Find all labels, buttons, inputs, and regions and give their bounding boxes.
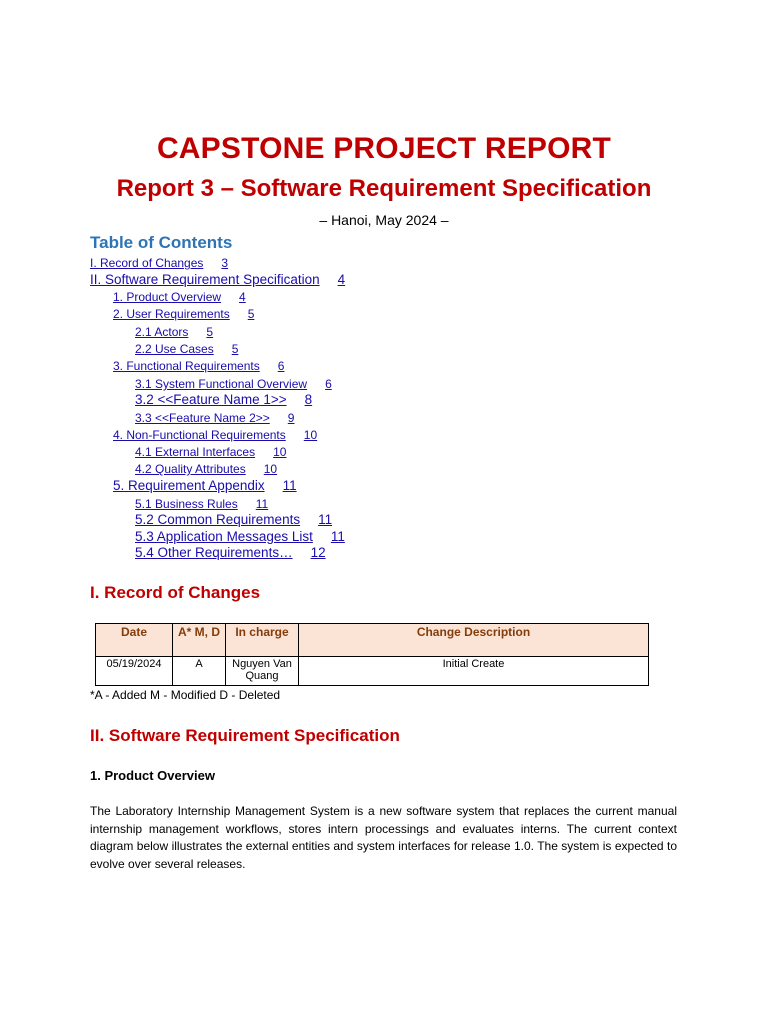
toc-title: Table of Contents [90,233,233,252]
report-date: – Hanoi, May 2024 – [319,212,449,228]
toc-link-feature-name-1[interactable]: 3.2 <<Feature Name 1>> 8 [135,392,313,407]
toc-link-functional-requirements[interactable]: 3. Functional Requirements 6 [113,359,285,373]
toc-link-common-requirements[interactable]: 5.2 Common Requirements 11 [135,512,333,527]
record-of-changes-heading: I. Record of Changes [90,583,261,602]
column-header-date: Date [96,624,173,657]
column-header-change-description: Change Description [299,624,649,657]
cell-change-description: Initial Create [299,657,649,686]
toc-link-srs[interactable]: II. Software Requirement Specification 4 [90,272,346,287]
toc-link-product-overview[interactable]: 1. Product Overview 4 [113,290,246,304]
report-title: CAPSTONE PROJECT REPORT [156,132,612,165]
cell-amd: A [173,657,226,686]
cell-in-charge: Nguyen Van Quang [226,657,299,686]
product-overview-paragraph: The Laboratory Internship Management System is a new software system that replaces the current manual internship management workflows, stores intern processings and evaluates interns. The current context diagram below illustrates the external entities and system interfaces for release 1.0. The system is expected to evolve over several releases. [90,804,677,871]
toc-link-use-cases[interactable]: 2.2 Use Cases 5 [135,342,239,356]
toc-link-requirement-appendix[interactable]: 5. Requirement Appendix 11 [113,478,297,493]
cell-date: 05/19/2024 [96,657,173,686]
toc-link-quality-attributes[interactable]: 4.2 Quality Attributes 10 [135,462,278,476]
toc-link-feature-name-2[interactable]: 3.3 <<Feature Name 2>> 9 [135,411,295,425]
record-of-changes-table [95,623,649,686]
product-overview-heading: 1. Product Overview [90,768,215,783]
toc-link-other-requirements[interactable]: 5.4 Other Requirements… 12 [135,545,326,560]
toc-link-external-interfaces[interactable]: 4.1 External Interfaces 10 [135,445,287,459]
toc-link-application-messages-list[interactable]: 5.3 Application Messages List 11 [135,529,345,544]
column-header-in-charge: In charge [226,624,299,657]
toc-link-non-functional-requirements[interactable]: 4. Non-Functional Requirements 10 [113,428,318,442]
toc-link-business-rules[interactable]: 5.1 Business Rules 11 [135,497,269,511]
column-header-amd: A* M, D [173,624,226,657]
toc-link-system-functional-overview[interactable]: 3.1 System Functional Overview 6 [135,377,332,391]
toc-link-user-requirements[interactable]: 2. User Requirements 5 [113,307,255,321]
report-subtitle: Report 3 – Software Requirement Specification [116,175,652,202]
srs-heading: II. Software Requirement Specification [90,726,400,745]
toc-link-actors[interactable]: 2.1 Actors 5 [135,325,214,339]
change-legend: *A - Added M - Modified D - Deleted [90,688,281,702]
toc-link-record-of-changes[interactable]: I. Record of Changes 3 [90,256,229,270]
table-header-row [96,624,649,657]
table-row [96,657,649,686]
